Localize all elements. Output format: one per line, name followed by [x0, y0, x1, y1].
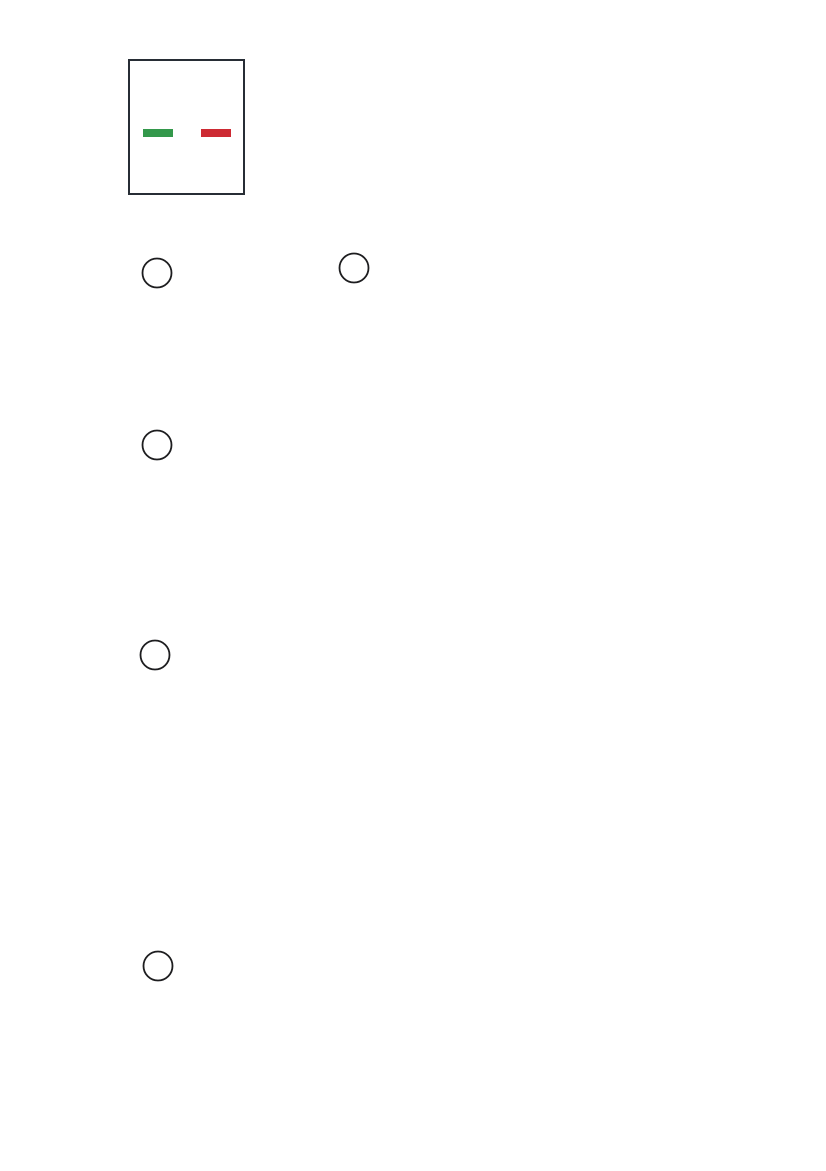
step-2-panel [340, 254, 369, 283]
flag-red-segment [201, 129, 231, 137]
lightstar-logo [128, 59, 245, 195]
step-2-badge [340, 254, 369, 283]
step-5-panel [144, 952, 173, 981]
step-4-panel [141, 641, 170, 670]
flag-green-segment [143, 129, 173, 137]
step-4-badge [141, 641, 170, 670]
step-5-badge [144, 952, 173, 981]
step-3-panel [143, 431, 172, 460]
step-1-panel [143, 259, 172, 288]
step-3-badge [143, 431, 172, 460]
flag-white-segment [173, 129, 201, 137]
italian-flag-bar [143, 129, 231, 137]
instruction-diagram [130, 247, 697, 1100]
step-1-badge [143, 259, 172, 288]
